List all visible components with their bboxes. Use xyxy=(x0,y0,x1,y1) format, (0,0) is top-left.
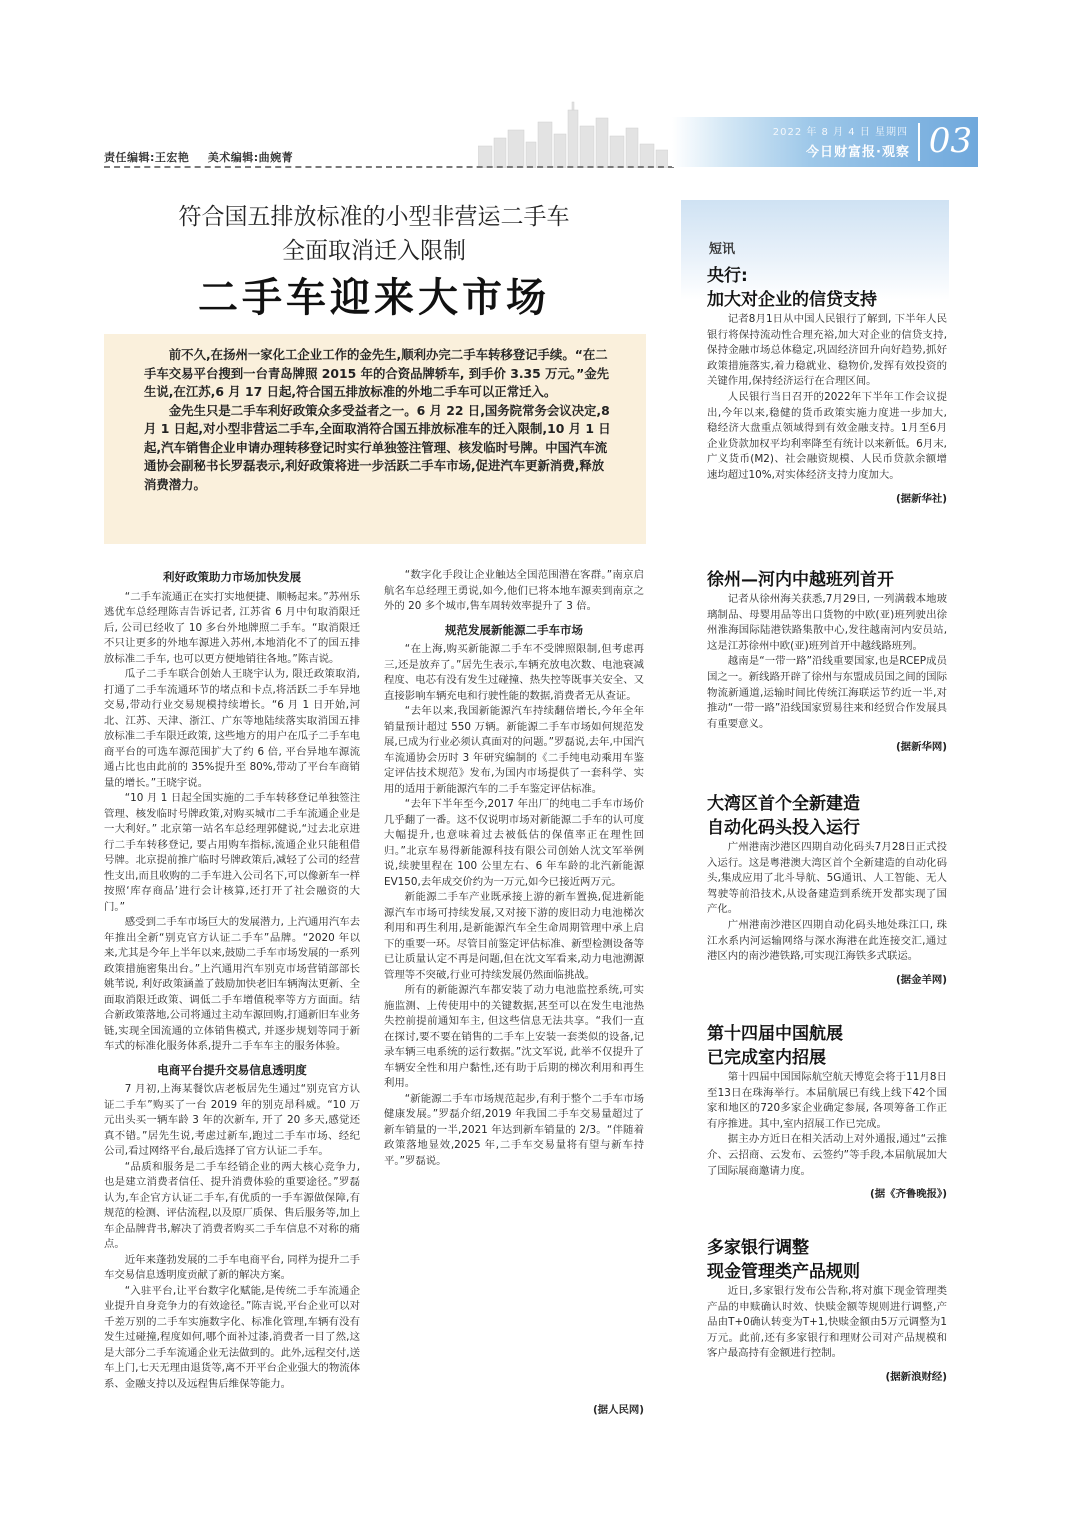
brief-item xyxy=(707,568,947,753)
brief-title: 现金管理类产品规则 xyxy=(707,1262,860,1282)
header-band xyxy=(672,117,978,167)
page-number: 03 xyxy=(928,121,972,161)
article-source: (据人民网) xyxy=(592,1404,644,1416)
brief-source: (据新华网) xyxy=(895,741,947,754)
lead-paragraph: 金先生只是二手车利好政策众多受益者之一。6 月 22 日,国务院常务会议决定,8 月 1 日起,对小型非营运二手车,全面取消符合国五排放标准车的迁入限制,10 月 1 日起,汽车销售企业申请办理转移登记时实行单独签注管理、核发临时号牌。中国汽车流通协会副秘书长罗磊表示,利好政策将进一步活跃二手车市场,促进汽车更新消费,释放消费潜力。 xyxy=(144,402,611,492)
brief-paragraph: 越南是“一带一路”沿线重要国家,也是RCEP成员国之一。新线路开辟了徐州与东盟成员国之间的国际物流新通道,运输时间比传统江海联运节约近一半,对推动“一带一路”沿线国家贸易往来和经贸合作发展具有重要意义。 xyxy=(707,655,947,730)
skyline-decoration xyxy=(478,100,668,168)
brief-title: 已完成室内招展 xyxy=(707,1048,826,1068)
body-paragraph: “在上海,购买新能源二手车不受牌照限制,但考虑再三,还是放弃了。”居先生表示,车辆充放电次数、电池衰减程度、电芯有没有发生过碰撞、热失控等既事关安全、又直接影响车辆充电和行驶性能的数据,消费者无从查证。 xyxy=(384,643,644,702)
body-paragraph: “二手车流通正在实打实地便捷、顺畅起来。”苏州乐逃优车总经理陈吉告诉记者, 江苏省 6 月中旬取消限迁后, 公司已经收了 10 多台外地牌照二手车。“取消限迁不只让更多的外地车源进入苏州,本地消化不了的国五排放标准二手车, 也可以更方便地销往各地。”陈吉说。 xyxy=(104,590,360,665)
sidebar-label: 短讯 xyxy=(709,242,736,257)
issue-date: 2022 年 8 月 4 日 星期四 xyxy=(772,127,908,138)
brief-source: (据新华社) xyxy=(895,492,947,505)
body-paragraph: 所有的新能源汽车都安装了动力电池监控系统,可实施监测、上传使用中的关键数据,甚至可以在发生电池热失控前提前通知车主, 但这些信息无法共享。“我们一直在探讨,要不要在销售的二手车上安装一套类似的设备,记录车辆三电系统的运行数据。”沈文军说, 此举不仅提升了车辆安全性和用户黏性,还有助于后期的梯次利用和再生利用。 xyxy=(384,984,644,1089)
brief-paragraph: 第十四届中国国际航空航天博览会将于11月8日至13日在珠海举行。本届航展已有线上线下42个国家和地区的720多家企业确定参展, 各项筹备工作正有序推进。其中,室内招展工作已完成。 xyxy=(707,1071,947,1130)
editor-name: 责任编辑:王宏艳 xyxy=(104,151,190,164)
brief-title: 大湾区首个全新建造 xyxy=(707,794,860,814)
brief-paragraph: 记者从徐州海关获悉,7月29日, 一列满载本地玻璃制品、母婴用品等出口货物的中欧(亚)班列驶出徐州淮海国际陆港铁路集散中心,发往越南河内安员站,这是江苏徐州中欧(亚)班列首开中越线路班列。 xyxy=(707,593,947,652)
body-paragraph: “新能源二手车市场规范起步,有利于整个二手车市场健康发展。”罗磊介绍,2019 年我国二手车交易量超过了新车销量的一半,2021 年达到新车销量的 2/3。“伴随着政策落地显效,2025 年,二手车交易量将有望与新车持平。”罗磊说。 xyxy=(384,1092,644,1167)
body-paragraph: 新能源二手车产业既承接上游的新车置换,促进新能源汽车市场可持续发展,又对接下游的废旧动力电池梯次利用和再生利用,是新能源汽车全生命周期管理中承上启下的重要一环。尽管目前鉴定评估标准、新型检测设备等已让质量认定不再是问题,但在沈文军看来,动力电池溯源管理等不突破,行业可持续发展仍然面临挑战。 xyxy=(384,891,644,981)
brief-paragraph: 记者8月1日从中国人民银行了解到, 下半年人民银行将保持流动性合理充裕,加大对企业的信贷支持,保持金融市场总体稳定,巩固经济回升向好趋势,抓好政策措施落实,着力稳就业、稳物价,发挥有效投资的关键作用,保持经济运行在合理区间。 xyxy=(707,313,947,388)
brief-item xyxy=(707,792,947,986)
brief-item xyxy=(707,1236,947,1383)
lead-box xyxy=(104,334,646,544)
section-heading: 利好政策助力市场加快发展 xyxy=(163,570,301,584)
article-subtitle-2: 全面取消迁入限制 xyxy=(282,238,466,264)
article-title: 二手车迎来大市场 xyxy=(198,275,550,321)
art-editor-name: 美术编辑:曲婉菁 xyxy=(207,151,294,164)
article-subtitle-1: 符合国五排放标准的小型非营运二手车 xyxy=(178,204,570,230)
body-paragraph: 近年来蓬勃发展的二手车电商平台, 同样为提升二手车交易信息透明度贡献了新的解决方案。 xyxy=(104,1253,360,1281)
body-paragraph: 瓜子二手车联合创始人王晓宇认为, 限迁政策取消,打通了二手车流通环节的堵点和卡点,将活跃二手车异地交易,带动行业交易规模持续增长。“6 月 1 日开始,河北、江苏、天津、浙江、广东等地陆续落实取消国五排放标准二手车限迁政策, 这些地方的用户在瓜子二手车电商平台的可选车源范围扩大了约 6 倍, 平台异地车源流通占比也由此前的 35%提升至 80%,带动了平台车商销量的增长。”王晓宇说。 xyxy=(104,668,360,789)
section-heading: 规范发展新能源二手车市场 xyxy=(445,622,583,637)
body-paragraph: “入驻平台,让平台数字化赋能,是传统二手车流通企业提升自身竞争力的有效途径。”陈吉说,平台企业可以对千差万别的二手车实施数字化、标准化管理,车辆有没有发生过碰撞,程度如何,哪个面补过漆,消费者一目了然,这是大部分二手车流通企业无法做到的。此外,远程交付,送车上门,七天无理由退货等,离不开平台企业强大的物流体系、金融支持以及远程售后维保等能力。 xyxy=(104,1284,360,1390)
brief-source: (据新浪财经) xyxy=(885,1370,947,1383)
article-column-1 xyxy=(104,568,360,1392)
brief-paragraph: 广州港南沙港区四期自动化码头7月28日正式投入运行。这是粤港澳大湾区首个全新建造的自动化码头,集成应用了北斗导航、5G通讯、人工智能、无人驾驶等前沿技术,从设备建造到系统开发都实现了国产化。 xyxy=(707,841,947,916)
body-paragraph: “10 月 1 日起全国实施的二手车转移登记单独签注管理、核发临时号牌政策,对购买城市二手车流通企业是一大利好。” 北京第一站名车总经理郭健说,“过去北京进行二手车转移登记, 要占用购车指标,流通企业只能租借号牌。北京提前推广临时号牌政策后,减轻了公司的经营性支出,而且收购的二手车进入公司名下,可以像新车一样按照‘库存商品’进行会计核算,还打开了社会融资的大门。” xyxy=(104,792,360,913)
body-paragraph: 感受到二手车市场巨大的发展潜力, 上汽通用汽车去年推出全新“别克官方认证二手车”品牌。“2020 年以来,尤其是今年上半年以来,鼓励二手车市场发展的一系列政策措施密集出台。”上汽通用汽车别克市场营销部部长姚苇说, 利好政策涵盖了鼓励加快老旧车辆淘汰更新、全面取消限迁政策、调低二手车增值税率等方方面面。结合新政策落地,公司将通过主动车源回购,打通新旧车业务链,实现全国流通的立体销售模式, 并逐步规划等同于新车式的标准化服务体系,提升二手车车主的服务体验。 xyxy=(104,916,360,1052)
brief-item xyxy=(707,1022,947,1200)
lead-paragraph: 前不久,在扬州一家化工企业工作的金先生,顺利办完二手车转移登记手续。“在二手车交易平台搜到一台青岛牌照 2015 年的合资品牌轿车, 到手价 3.35 万元。”金先生说,在江苏,6 月 17 日起,符合国五排放标准的外地二手车可以正常迁入。 xyxy=(144,347,609,399)
brief-title: 自动化码头投入运行 xyxy=(707,818,860,838)
section-heading: 电商平台提升交易信息透明度 xyxy=(157,1062,307,1077)
brief-item xyxy=(707,264,947,505)
header-separator xyxy=(918,123,920,161)
brief-title: 第十四届中国航展 xyxy=(707,1024,843,1044)
body-paragraph: “去年下半年至今,2017 年出厂的纯电二手车市场价几乎翻了一番。这不仅说明市场对新能源二手车的认可度大幅提升,也意味着过去被低估的保值率正在理性回归。”北京车易得新能源科技有限公司创始人沈文军举例说,续驶里程在 100 公里左右、6 年车龄的北汽新能源 EV150,去年成交价约为一万元,如今已接近两万元。 xyxy=(384,798,644,888)
brief-title: 多家银行调整 xyxy=(707,1238,809,1258)
brief-source: (据《齐鲁晚报》) xyxy=(869,1188,947,1201)
body-paragraph: “数字化手段让企业触达全国范围潜在客群。”南京启航名车总经理王勇说,如今,他们已将本地车源卖到南京之外的 20 多个城市,售车周转效率提升了 3 倍。 xyxy=(384,569,644,612)
news-brief-sidebar xyxy=(681,200,949,1415)
paper-name: 今日财富报·观察 xyxy=(806,145,910,160)
body-paragraph: 7 月初,上海某餐饮店老板居先生通过“别克官方认证二手车”购买了一台 2019 年的别克昂科威。“10 万元出头买一辆车龄 3 年的次新车, 开了 20 多天,感觉还真不错。”居先生说,考虑过新车,跑过二手车市场、经纪公司,看过网络平台,最后选择了官方认证二手车。 xyxy=(104,1083,360,1157)
editor-credits xyxy=(104,149,307,165)
header-dashed-rule xyxy=(104,166,674,168)
brief-source: (据金羊网) xyxy=(895,973,947,986)
brief-title: 加大对企业的信贷支持 xyxy=(707,290,877,310)
brief-title: 央行: xyxy=(707,266,748,286)
brief-paragraph: 近日,多家银行发布公告称,将对旗下现金管理类产品的申赎确认时效、快赎金额等规则进行调整,产品由T+0确认转变为T+1,快赎金额由5万元调整为1万元。此前,还有多家银行和理财公司对产品规模和客户最高持有金额进行控制。 xyxy=(707,1285,947,1360)
article-column-2 xyxy=(384,568,644,1169)
brief-paragraph: 据主办方近日在相关活动上对外通报,通过“云推介、云招商、云发布、云签约”等手段,本届航展加大了国际展商邀请力度。 xyxy=(707,1133,947,1177)
brief-paragraph: 广州港南沙港区四期自动化码头地处珠江口, 珠江水系内河运输网络与深水海港在此连接交汇,通过港区内的南沙港铁路,可实现江海铁多式联运。 xyxy=(707,918,947,963)
brief-title: 徐州—河内中越班列首开 xyxy=(707,570,894,590)
body-paragraph: “品质和服务是二手车经销企业的两大核心竞争力,也是建立消费者信任、提升消费体验的重要途径。”罗磊认为,车企官方认证二手车,有优质的一手车源做保障,有规范的检测、评估流程,以及原厂质保、售后服务等,加上车企品牌背书,解决了消费者购买二手车信息不对称的痛点。 xyxy=(104,1160,360,1250)
body-paragraph: “去年以来,我国新能源汽车持续翻倍增长,今年全年销量预计超过 550 万辆。新能源二手车市场如何规范发展,已成为行业必须认真面对的问题。”罗磊说,去年,中国汽车流通协会历时 3 年研究编制的《二手纯电动乘用车鉴定评估技术规范》发布,为国内市场提供了一套科学、实用的适用于新能源汽车的二手车鉴定评估标准。 xyxy=(384,705,644,795)
brief-paragraph: 人民银行当日召开的2022年下半年工作会议提出,今年以来,稳健的货币政策实施力度进一步加大, 稳经济大盘重点领域得到有效金融支持。1月至6月企业贷款加权平均利率降至有统计以来新低。6月末,广义货币(M2)、社会融资规模、人民币贷款余额增速均超过10%,对实体经济支持力度加大。 xyxy=(707,390,947,481)
